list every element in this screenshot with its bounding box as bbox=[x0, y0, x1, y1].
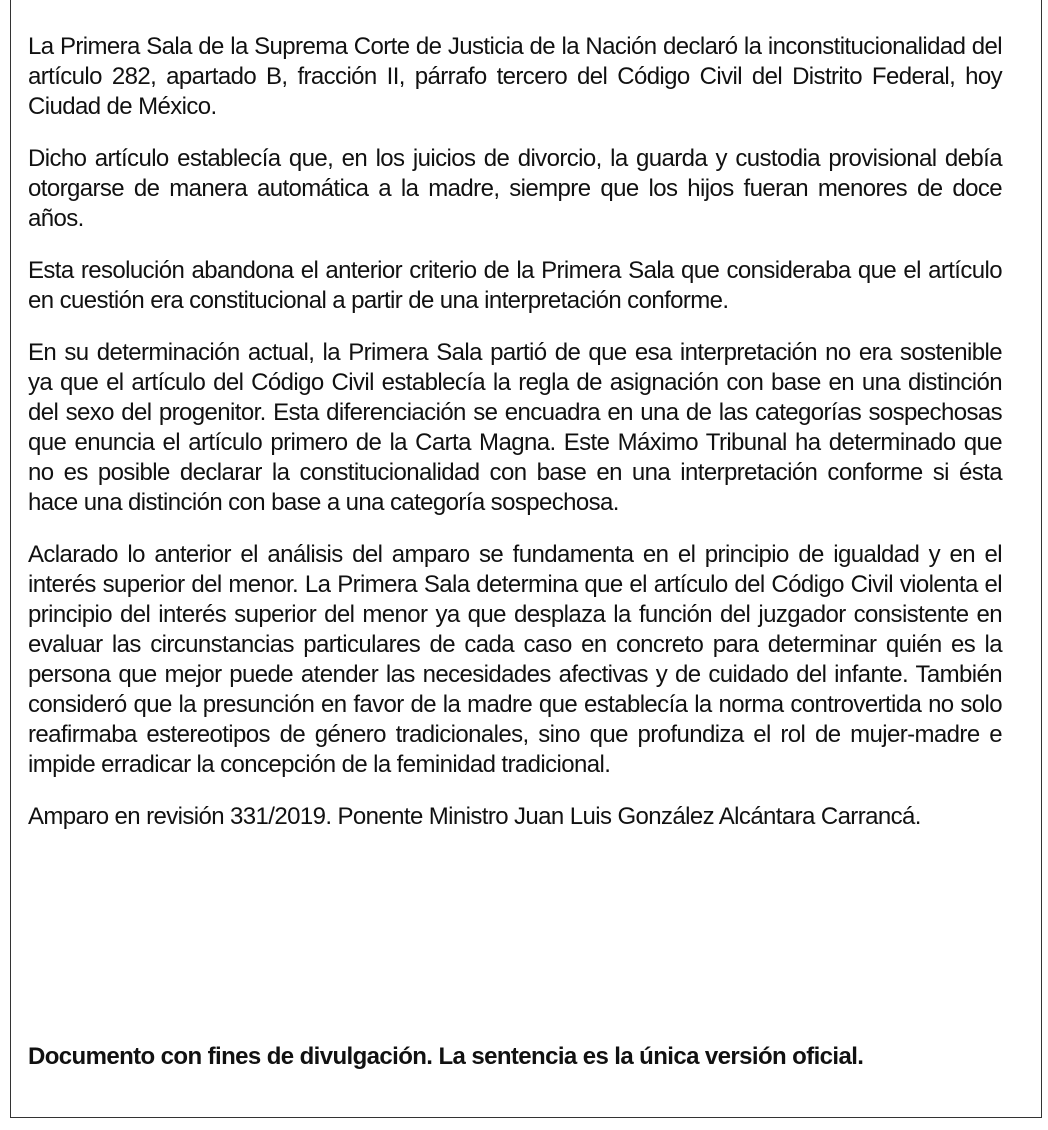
paragraph-current-determination: En su determinación actual, la Primera Sala partió de que esa interpretación no era sostenible ya que el artículo del Código Civil establecía la regla de asignación con base en una distinción del sexo del progenitor. Esta diferenciación se encuadra en una de las categorías sospechosas que enuncia el artículo primero de la Carta Magna. Este Máximo Tribunal ha determinado que no es posible declarar la constitucionalidad con base en una interpretación conforme si ésta hace una distinción con base a una categoría sospechosa. bbox=[28, 339, 1002, 516]
paragraph-criterion-change: Esta resolución abandona el anterior criterio de la Primera Sala que consideraba que el artículo en cuestión era constitucional a partir de una interpretación conforme. bbox=[28, 257, 1002, 314]
disclaimer: Documento con fines de divulgación. La sentencia es la única versión oficial. bbox=[28, 1043, 864, 1070]
document-body bbox=[28, 32, 1002, 832]
paragraph-analysis: Aclarado lo anterior el análisis del amparo se fundamenta en el principio de igualdad y en el interés superior del menor. La Primera Sala determina que el artículo del Código Civil violenta el principio del interés superior del menor ya que desplaza la función del juzgador consistente en evaluar las circunstancias particulares de cada caso en concreto para determinar quién es la persona que mejor puede atender las necesidades afectivas y de cuidado del infante. También consideró que la presunción en favor de la madre que establecía la norma controvertida no solo reafirmaba estereotipos de género tradicionales, sino que profundiza el rol de mujer-madre e impide erradicar la concepción de la feminidad tradicional. bbox=[28, 541, 1002, 778]
paragraph-declaration: La Primera Sala de la Suprema Corte de Justicia de la Nación declaró la inconstitucionalidad del artículo 282, apartado B, fracción II, párrafo tercero del Código Civil del Distrito Federal, hoy Ciudad de México. bbox=[28, 33, 1002, 120]
case-reference: Amparo en revisión 331/2019. Ponente Ministro Juan Luis González Alcántara Carrancá. bbox=[28, 803, 921, 830]
paragraph-article-description: Dicho artículo establecía que, en los juicios de divorcio, la guarda y custodia provisional debía otorgarse de manera automática a la madre, siempre que los hijos fueran menores de doce años. bbox=[28, 145, 1002, 232]
